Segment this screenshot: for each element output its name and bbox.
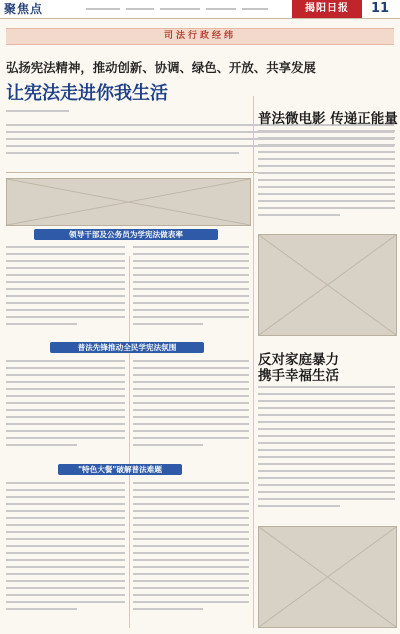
main-headline: 让宪法走进你我生活	[6, 83, 168, 104]
photo-placeholder	[259, 235, 396, 335]
photo-placeholder	[7, 179, 250, 225]
story-title-domestic-violence-line2: 携手幸福生活	[258, 368, 339, 384]
body-text-placeholder	[258, 386, 395, 522]
news-photo	[258, 526, 397, 628]
column-banner-title: 司法行政经纬	[163, 31, 236, 41]
masthead: 揭阳日报	[292, 0, 362, 18]
section-name: 聚焦点	[4, 2, 44, 16]
body-text-placeholder	[133, 360, 249, 460]
page-number: 11	[370, 1, 390, 16]
story-title-domestic-violence: 反对家庭暴力	[258, 352, 339, 368]
column-divider	[253, 96, 254, 628]
section-subhead: 普法先锋推动全民学宪法氛围	[50, 342, 204, 353]
byline-placeholder	[6, 110, 146, 120]
news-photo	[258, 234, 397, 336]
story-title-microfilm: 普法微电影 传递正能量	[258, 111, 398, 127]
column-divider	[129, 256, 130, 628]
dateline-placeholder	[86, 5, 276, 13]
headline-kicker: 弘扬宪法精神，推动创新、协调、绿色、开放、共享发展	[6, 60, 316, 75]
section-subhead: 领导干部及公务员为学宪法做表率	[34, 229, 218, 240]
photo-placeholder	[259, 527, 396, 627]
body-text-placeholder	[258, 130, 395, 230]
body-text-placeholder	[6, 360, 125, 460]
section-subhead: "特色大餐"破解普法难题	[58, 464, 182, 475]
body-text-placeholder	[133, 482, 249, 626]
body-text-placeholder	[6, 246, 125, 336]
column-banner	[6, 28, 394, 45]
news-photo	[6, 178, 251, 226]
body-text-placeholder	[133, 246, 249, 336]
body-text-placeholder	[6, 482, 125, 626]
